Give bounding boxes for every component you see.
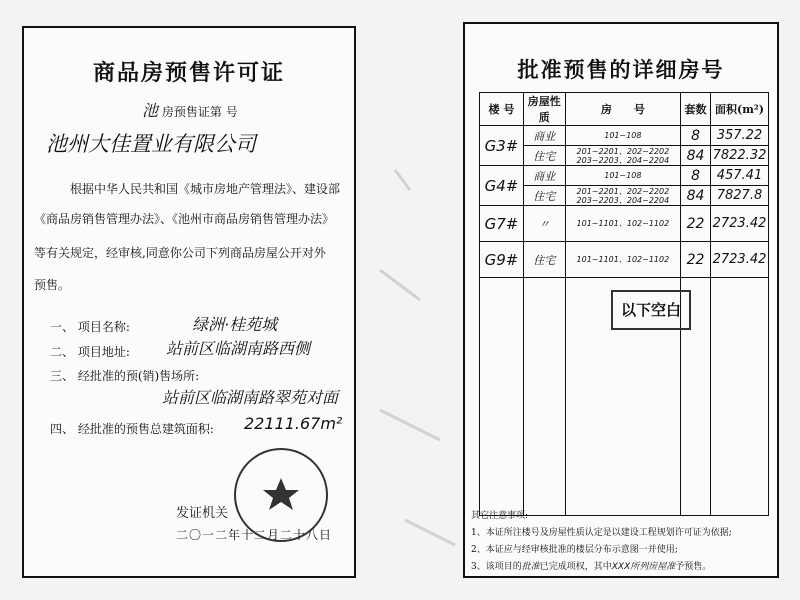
header-rooms: 房 号 xyxy=(565,93,680,126)
table-row xyxy=(480,186,769,206)
body-line: 预售。 xyxy=(34,278,71,292)
permit-prefix: 池 xyxy=(142,101,159,120)
body-line: 根据中华人民共和国《城市房地产管理法》、建设部 xyxy=(70,182,341,196)
note-item: 2、本证应与经审核批准的楼层分布示意图一并使用; xyxy=(471,545,678,555)
issuer-label: 发证机关 xyxy=(176,506,229,521)
cell-type: 商业 xyxy=(523,126,565,146)
cell-area: 7827.8 xyxy=(710,186,768,206)
cell-building: G3# xyxy=(480,126,524,166)
cell-rooms: 101~1101、102~1102 xyxy=(565,242,680,278)
note-item xyxy=(471,559,771,576)
item2-label: 二、 项目地址: xyxy=(50,345,130,359)
cell-rooms: 101~1101、102~1102 xyxy=(565,206,680,242)
cell-building: G9# xyxy=(480,242,524,278)
table-header-row xyxy=(480,93,769,126)
cell-rooms: 101~108 xyxy=(565,126,680,146)
cell-area: 2723.42 xyxy=(710,242,768,278)
note3-handwriting: XXX所列房屋准 xyxy=(611,562,676,572)
note-item: 1、本证所注楼号及房屋性质认定是以建设工程规划许可证为依据; xyxy=(471,528,732,538)
cell-rooms: 201~2201、202~2202 203~2203、204~2204 xyxy=(565,186,680,206)
table-row xyxy=(480,166,769,186)
page-title: 批准预售的详细房号 xyxy=(517,57,725,82)
issue-date: 二〇一二年十二月二十八日 xyxy=(176,528,333,542)
cell-count: 84 xyxy=(681,146,711,166)
note3-prefix: 3、该项目的 xyxy=(471,562,522,572)
table-row xyxy=(480,242,769,278)
item1-label: 一、 项目名称: xyxy=(50,320,130,334)
item1-value: 绿洲·桂苑城 xyxy=(192,315,278,334)
notes-title: 其它注意事项: xyxy=(471,511,529,521)
permit-suffix: 号 xyxy=(225,105,238,119)
header-area: 面积(m²) xyxy=(710,93,768,126)
notes-section xyxy=(471,508,771,576)
table-row xyxy=(480,146,769,166)
cell-count: 22 xyxy=(681,242,711,278)
permit-number-line xyxy=(142,98,238,121)
company-name: 池州大佳置业有限公司 xyxy=(46,132,256,156)
body-line: 《商品房销售管理办法》、《池州市商品房销售管理办法》 xyxy=(34,212,335,226)
cell-count: 8 xyxy=(681,126,711,146)
blank-below-stamp: 以下空白 xyxy=(611,290,691,330)
permit-label: 房预售证第 xyxy=(161,105,222,119)
note3-mid: 已完成项权，其中 xyxy=(539,562,612,572)
presale-permit-panel xyxy=(22,26,356,578)
cell-building: G7# xyxy=(480,206,524,242)
cell-area: 457.41 xyxy=(710,166,768,186)
item2-value: 站前区临湖南路西侧 xyxy=(166,339,311,358)
cell-rooms: 201~2201、202~2202 203~2203、204~2204 xyxy=(565,146,680,166)
body-line: 等有关规定，经审核,同意你公司下列商品房屋公开对外 xyxy=(34,246,326,260)
cell-area: 7822.32 xyxy=(710,146,768,166)
page-title: 商品房预售许可证 xyxy=(92,60,285,86)
cell-type: 住宅 xyxy=(523,186,565,206)
header-building: 楼 号 xyxy=(480,93,524,126)
cell-type: 〃 xyxy=(523,206,565,242)
header-count: 套数 xyxy=(681,93,711,126)
item4-label: 四、 经批准的预售总建筑面积: xyxy=(50,422,214,436)
item4-value: 22111.67m² xyxy=(244,414,343,433)
cell-count: 84 xyxy=(681,186,711,206)
approved-rooms-panel xyxy=(463,22,779,578)
cell-count: 22 xyxy=(681,206,711,242)
cell-rooms: 101~108 xyxy=(565,166,680,186)
note3-handwriting: 批准 xyxy=(521,562,540,572)
note3-suffix: 予预售。 xyxy=(675,562,712,572)
header-type: 房屋性质 xyxy=(523,93,565,126)
table-row xyxy=(480,206,769,242)
cell-area: 357.22 xyxy=(710,126,768,146)
item3-label: 三、 经批准的预(销)售场所: xyxy=(50,369,200,383)
table-row xyxy=(480,126,769,146)
cell-building: G4# xyxy=(480,166,524,206)
item3-value: 站前区临湖南路翠苑对面 xyxy=(162,388,339,407)
cell-type: 住宅 xyxy=(523,146,565,166)
cell-type: 商业 xyxy=(523,166,565,186)
cell-count: 8 xyxy=(681,166,711,186)
cell-type: 住宅 xyxy=(523,242,565,278)
cell-area: 2723.42 xyxy=(710,206,768,242)
